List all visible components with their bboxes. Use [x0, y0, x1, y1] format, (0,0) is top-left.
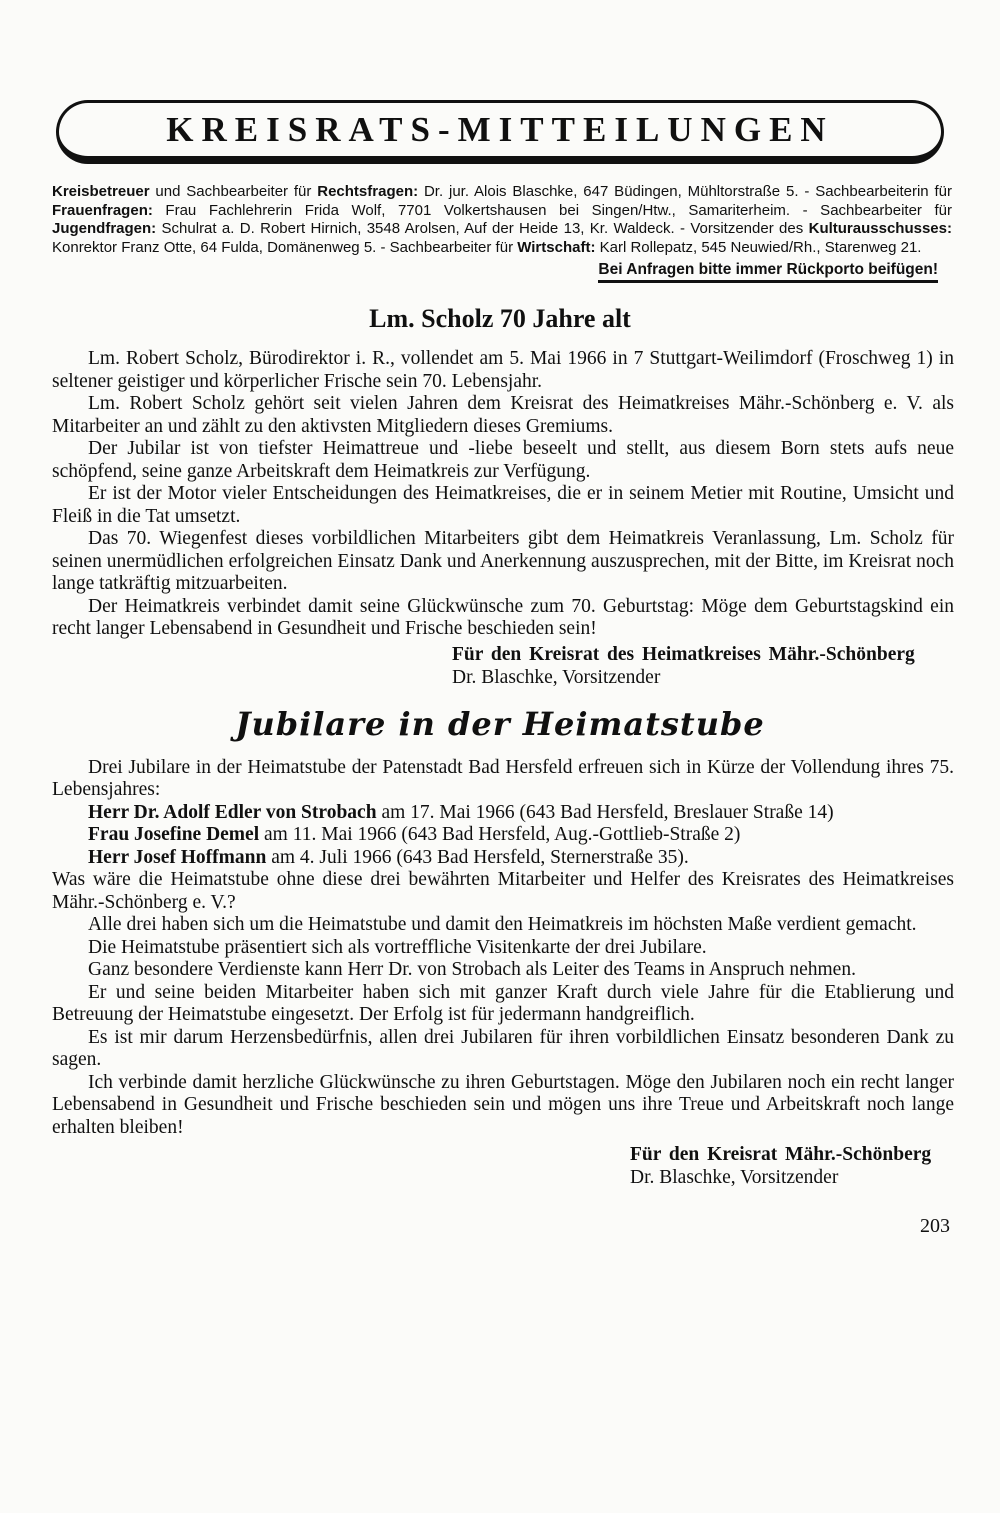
paragraph: Lm. Robert Scholz gehört seit vielen Jahren dem Kreisrat des Heimatkreises Mähr.-Schönberg e. V. als Mitarbeiter an und zählt zu den aktivsten Mitgliedern dieses Gremiums.: [52, 393, 954, 437]
paragraph: Es ist mir darum Herzensbedürfnis, allen drei Jubilaren für ihren vorbildlichen Einsatz besonderen Dank zu sagen.: [52, 1026, 954, 1070]
jubilee-entry: Frau Josefine Demel am 11. Mai 1966 (643 Bad Hersfeld, Aug.-Gottlieb-Straße 2): [88, 824, 741, 845]
signature-name: Dr. Blaschke, Vorsitzender: [630, 1167, 839, 1188]
article-jubilare-title: Jubilare in der Heimatstube: [235, 704, 765, 743]
signature-org: Für den Kreisrat des Heimatkreises Mähr.-Schönberg: [452, 643, 915, 665]
signature-block-scholz: [452, 643, 954, 689]
article-scholz-body: [52, 348, 954, 689]
masthead-box: [56, 100, 944, 164]
article-jubilare-body: [52, 757, 954, 1190]
paragraph: Das 70. Wiegenfest dieses vorbildlichen Mitarbeiters gibt dem Heimatkreis Veranlassung, Lm. Scholz für seinen unermüdlichen erfolgreichen Einsatz Dank und Anerkennung auszusprechen, mit der Bitte, im Kreisrat noch lange tatkräftig mitzuarbeiten.: [52, 528, 954, 594]
signature-block-jubilare: [630, 1143, 954, 1189]
signature-org: Für den Kreisrat Mähr.-Schönberg: [630, 1144, 932, 1165]
paragraph: Er ist der Motor vieler Entscheidungen des Heimatkreises, die er in seinem Metier mit Routine, Umsicht und Fleiß in die Tat umsetzt.: [52, 483, 954, 527]
page-number: 203: [920, 1215, 950, 1237]
paragraph: Ich verbinde damit herzliche Glückwünsche zu ihren Geburtstagen. Möge den Jubilaren noch ein recht langer Lebensabend in Gesundheit und Frische beschieden sein und mögen uns ihre Treue und Arbeitskraft noch lange erhalten bleiben!: [52, 1071, 954, 1138]
paragraph: Alle drei haben sich um die Heimatstube und damit den Heimatkreis im höchsten Maße verdient gemacht.: [88, 914, 917, 935]
paragraph: Er und seine beiden Mitarbeiter haben sich mit ganzer Kraft durch viele Jahre für die Etablierung und Betreuung der Heimatstube eingesetzt. Der Erfolg ist für jedermann handgreiflich.: [52, 981, 954, 1025]
paragraph: Drei Jubilare in der Heimatstube der Patenstadt Bad Hersfeld erfreuen sich in Kürze der Vollendung ihres 75. Lebensjahres:: [52, 756, 954, 800]
postage-notice-row: [0, 261, 938, 283]
jubilee-entry: Herr Dr. Adolf Edler von Strobach am 17. Mai 1966 (643 Bad Hersfeld, Breslauer Straße 14): [88, 801, 834, 823]
masthead-title: KREISRATS-MITTEILUNGEN: [166, 110, 834, 149]
signature-name: Dr. Blaschke, Vorsitzender: [452, 666, 661, 688]
article-scholz-title: Lm. Scholz 70 Jahre alt: [369, 304, 631, 333]
jubilee-entry: Herr Josef Hoffmann am 4. Juli 1966 (643 Bad Hersfeld, Sternerstraße 35).: [88, 846, 689, 868]
postage-notice: Bei Anfragen bitte immer Rückporto beifügen!: [598, 261, 938, 283]
paragraph: Was wäre die Heimatstube ohne diese drei bewährten Mitarbeiter und Helfer des Kreisrates des Heimatkreises Mähr.-Schönberg e. V.?: [52, 869, 954, 913]
paragraph: Lm. Robert Scholz, Bürodirektor i. R., vollendet am 5. Mai 1966 in 7 Stuttgart-Weilimdorf (Froschweg 1) in seltener geistiger und körperlicher Frische sein 70. Lebensjahr.: [52, 348, 954, 392]
paragraph: Der Heimatkreis verbindet damit seine Glückwünsche zum 70. Geburtstag: Möge dem Geburtstagskind ein recht langer Lebensabend in Gesundheit und Frische beschieden sein!: [52, 595, 954, 639]
paragraph: Die Heimatstube präsentiert sich als vortreffliche Visitenkarte der drei Jubilare.: [88, 936, 707, 958]
paragraph: Der Jubilar ist von tiefster Heimattreue und -liebe beseelt und stellt, aus diesem Born stets aufs neue schöpfend, seine ganze Arbeitskraft dem Heimatkreis zur Verfügung.: [52, 438, 954, 482]
masthead-contacts-paragraph: Kreisbetreuer und Sachbearbeiter für Rechtsfragen: Dr. jur. Alois Blaschke, 647 Büdingen, Mühltorstraße 5. - Sachbearbeiterin für Frauenfragen: Frau Fachlehrerin Frida Wolf, 7701 Volkertshausen bei Singen/Htw., Samariterheim. - Sachbearbeiter für Jugendfragen: Schulrat a. D. Robert Hirnich, 3548 Arolsen, Auf der Heide 13, Kr. Waldeck. - Vorsitzender des Kulturausschusses: Konrektor Franz Otte, 64 Fulda, Domänenweg 5. - Sachbearbeiter für Wirtschaft: Karl Rollepatz, 545 Neuwied/Rh., Starenweg 21.: [52, 183, 952, 256]
paragraph: Ganz besondere Verdienste kann Herr Dr. von Strobach als Leiter des Teams in Anspruch nehmen.: [88, 959, 856, 980]
